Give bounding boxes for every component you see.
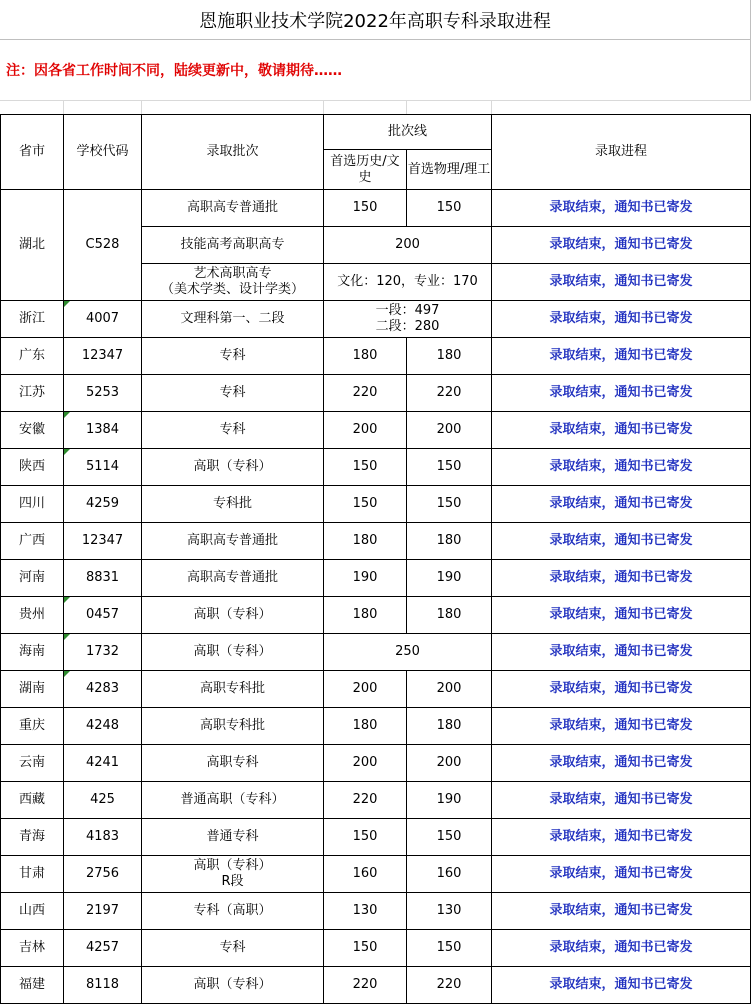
line-1: 一段：497 xyxy=(375,303,440,318)
province-cell: 西藏 xyxy=(1,782,64,819)
batch-cell: 专科 xyxy=(142,930,324,967)
physics-line-cell: 200 xyxy=(407,671,492,708)
admission-table xyxy=(0,114,751,1004)
physics-line-cell: 130 xyxy=(407,893,492,930)
physics-line-cell: 160 xyxy=(407,856,492,893)
batch-cell xyxy=(142,264,324,301)
code-text: 0457 xyxy=(85,607,120,622)
table-row xyxy=(1,375,751,412)
code-cell: 12347 xyxy=(64,523,142,560)
province-cell: 云南 xyxy=(1,745,64,782)
code-cell: 8118 xyxy=(64,967,142,1004)
physics-line-cell: 200 xyxy=(407,412,492,449)
batch-cell: 高职（专科） xyxy=(142,967,324,1004)
province-cell: 河南 xyxy=(1,560,64,597)
code-text: 1384 xyxy=(85,422,120,437)
province-cell: 贵州 xyxy=(1,597,64,634)
status-cell: 录取结束，通知书已寄发 xyxy=(492,634,751,671)
table-row xyxy=(1,560,751,597)
physics-line-cell: 180 xyxy=(407,708,492,745)
history-line-cell: 180 xyxy=(324,708,407,745)
batch-cell: 高职（专科） xyxy=(142,634,324,671)
table-row xyxy=(1,523,751,560)
status-cell: 录取结束，通知书已寄发 xyxy=(492,745,751,782)
history-line-cell: 150 xyxy=(324,449,407,486)
code-cell: 4259 xyxy=(64,486,142,523)
history-line-cell: 150 xyxy=(324,930,407,967)
physics-line-cell: 150 xyxy=(407,190,492,227)
code-cell xyxy=(64,301,142,338)
batch-line-1: 高职（专科） xyxy=(193,858,272,873)
status-cell: 录取结束，通知书已寄发 xyxy=(492,449,751,486)
batch-line-2: R段 xyxy=(221,874,244,889)
history-line-cell: 190 xyxy=(324,560,407,597)
history-line-cell: 150 xyxy=(324,819,407,856)
batch-cell: 普通专科 xyxy=(142,819,324,856)
page-title xyxy=(0,0,751,40)
code-text: 1732 xyxy=(85,644,120,659)
physics-line-cell: 150 xyxy=(407,486,492,523)
status-cell: 录取结束，通知书已寄发 xyxy=(492,190,751,227)
table-row xyxy=(1,486,751,523)
batch-cell: 专科（高职） xyxy=(142,893,324,930)
batch-cell: 专科 xyxy=(142,338,324,375)
batch-cell: 专科 xyxy=(142,375,324,412)
province-cell: 江苏 xyxy=(1,375,64,412)
physics-line-cell: 150 xyxy=(407,819,492,856)
table-row xyxy=(1,782,751,819)
comment-marker xyxy=(64,671,70,677)
code-cell: 425 xyxy=(64,782,142,819)
header-batch: 录取批次 xyxy=(142,115,324,190)
code-text: 5114 xyxy=(85,459,120,474)
batch-cell: 专科批 xyxy=(142,486,324,523)
batch-cell: 专科 xyxy=(142,412,324,449)
history-line-cell: 130 xyxy=(324,893,407,930)
status-cell: 录取结束，通知书已寄发 xyxy=(492,782,751,819)
table-row xyxy=(1,930,751,967)
physics-line-cell: 180 xyxy=(407,523,492,560)
physics-line-cell: 200 xyxy=(407,745,492,782)
header-code: 学校代码 xyxy=(64,115,142,190)
province-cell: 安徽 xyxy=(1,412,64,449)
province-cell: 青海 xyxy=(1,819,64,856)
comment-marker xyxy=(64,634,70,640)
header-line: 批次线 xyxy=(324,115,492,150)
table-row xyxy=(1,190,751,227)
batch-line-1: 艺术高职高专 xyxy=(193,266,272,281)
status-cell: 录取结束，通知书已寄发 xyxy=(492,671,751,708)
physics-line-cell: 150 xyxy=(407,449,492,486)
line-cell: 200 xyxy=(324,227,492,264)
history-line-cell: 150 xyxy=(324,486,407,523)
batch-cell: 高职高专普通批 xyxy=(142,523,324,560)
code-cell: 4257 xyxy=(64,930,142,967)
province-cell: 山西 xyxy=(1,893,64,930)
status-cell: 录取结束，通知书已寄发 xyxy=(492,856,751,893)
history-line-cell: 180 xyxy=(324,523,407,560)
header-province: 省市 xyxy=(1,115,64,190)
code-cell: 8831 xyxy=(64,560,142,597)
spreadsheet-gridlines xyxy=(0,100,751,114)
status-cell: 录取结束，通知书已寄发 xyxy=(492,560,751,597)
province-cell: 重庆 xyxy=(1,708,64,745)
table-row xyxy=(1,819,751,856)
code-cell: 4248 xyxy=(64,708,142,745)
code-cell xyxy=(64,634,142,671)
code-text: 4007 xyxy=(85,311,120,326)
comment-marker xyxy=(64,301,70,307)
table-row xyxy=(1,967,751,1004)
table-row xyxy=(1,412,751,449)
province-cell: 甘肃 xyxy=(1,856,64,893)
province-cell: 吉林 xyxy=(1,930,64,967)
province-cell: 陕西 xyxy=(1,449,64,486)
code-cell: 2756 xyxy=(64,856,142,893)
page-title-text: 恩施职业技术学院2022年高职专科录取进程 xyxy=(199,10,551,32)
status-cell: 录取结束，通知书已寄发 xyxy=(492,338,751,375)
table-row xyxy=(1,597,751,634)
table-row xyxy=(1,301,751,338)
status-cell: 录取结束，通知书已寄发 xyxy=(492,523,751,560)
code-cell xyxy=(64,671,142,708)
table-row xyxy=(1,856,751,893)
line-2: 二段：280 xyxy=(375,319,440,334)
history-line-cell: 200 xyxy=(324,745,407,782)
history-line-cell: 150 xyxy=(324,190,407,227)
table-row xyxy=(1,634,751,671)
status-cell: 录取结束，通知书已寄发 xyxy=(492,819,751,856)
code-cell: 2197 xyxy=(64,893,142,930)
physics-line-cell: 190 xyxy=(407,560,492,597)
batch-cell: 高职（专科） xyxy=(142,597,324,634)
status-cell: 录取结束，通知书已寄发 xyxy=(492,486,751,523)
status-cell: 录取结束，通知书已寄发 xyxy=(492,264,751,301)
status-cell: 录取结束，通知书已寄发 xyxy=(492,708,751,745)
table-row xyxy=(1,671,751,708)
history-line-cell: 220 xyxy=(324,375,407,412)
code-cell xyxy=(64,449,142,486)
province-cell: 海南 xyxy=(1,634,64,671)
header-physics: 首选物理/理工 xyxy=(407,150,492,190)
status-cell: 录取结束，通知书已寄发 xyxy=(492,597,751,634)
code-cell xyxy=(64,597,142,634)
batch-cell: 文理科第一、二段 xyxy=(142,301,324,338)
code-cell: 4241 xyxy=(64,745,142,782)
table-row xyxy=(1,338,751,375)
comment-marker xyxy=(64,449,70,455)
header-history: 首选历史/文史 xyxy=(324,150,407,190)
province-cell: 湖南 xyxy=(1,671,64,708)
history-line-cell: 200 xyxy=(324,412,407,449)
batch-cell xyxy=(142,856,324,893)
code-cell: C528 xyxy=(64,190,142,301)
history-line-cell: 220 xyxy=(324,782,407,819)
physics-line-cell: 180 xyxy=(407,597,492,634)
province-cell: 浙江 xyxy=(1,301,64,338)
comment-marker xyxy=(64,412,70,418)
comment-marker xyxy=(64,597,70,603)
batch-cell: 高职高专普通批 xyxy=(142,560,324,597)
code-cell xyxy=(64,412,142,449)
history-line-cell: 220 xyxy=(324,967,407,1004)
table-row xyxy=(1,745,751,782)
header-progress: 录取进程 xyxy=(492,115,751,190)
code-cell: 5253 xyxy=(64,375,142,412)
physics-line-cell: 220 xyxy=(407,967,492,1004)
physics-line-cell: 150 xyxy=(407,930,492,967)
line-cell: 文化：120，专业：170 xyxy=(324,264,492,301)
physics-line-cell: 180 xyxy=(407,338,492,375)
status-cell: 录取结束，通知书已寄发 xyxy=(492,375,751,412)
status-cell: 录取结束，通知书已寄发 xyxy=(492,967,751,1004)
batch-cell: 普通高职（专科） xyxy=(142,782,324,819)
province-cell: 四川 xyxy=(1,486,64,523)
batch-line-2: （美术学类、设计学类） xyxy=(160,282,304,297)
status-cell: 录取结束，通知书已寄发 xyxy=(492,930,751,967)
batch-cell: 高职（专科） xyxy=(142,449,324,486)
header-row xyxy=(1,115,751,150)
province-cell: 湖北 xyxy=(1,190,64,301)
status-cell: 录取结束，通知书已寄发 xyxy=(492,412,751,449)
province-cell: 广东 xyxy=(1,338,64,375)
code-text: 4283 xyxy=(85,681,120,696)
batch-cell: 高职专科 xyxy=(142,745,324,782)
province-cell: 福建 xyxy=(1,967,64,1004)
notice-bar xyxy=(0,40,751,100)
line-cell: 250 xyxy=(324,634,492,671)
history-line-cell: 180 xyxy=(324,597,407,634)
batch-cell: 技能高考高职高专 xyxy=(142,227,324,264)
batch-cell: 高职专科批 xyxy=(142,671,324,708)
table-row xyxy=(1,708,751,745)
history-line-cell: 160 xyxy=(324,856,407,893)
batch-cell: 高职高专普通批 xyxy=(142,190,324,227)
history-line-cell: 200 xyxy=(324,671,407,708)
status-cell: 录取结束，通知书已寄发 xyxy=(492,893,751,930)
physics-line-cell: 220 xyxy=(407,375,492,412)
code-cell: 4183 xyxy=(64,819,142,856)
status-cell: 录取结束，通知书已寄发 xyxy=(492,227,751,264)
batch-cell: 高职专科批 xyxy=(142,708,324,745)
notice-text: 注：因各省工作时间不同，陆续更新中，敬请期待…… xyxy=(6,63,342,79)
province-cell: 广西 xyxy=(1,523,64,560)
status-cell: 录取结束，通知书已寄发 xyxy=(492,301,751,338)
history-line-cell: 180 xyxy=(324,338,407,375)
physics-line-cell: 190 xyxy=(407,782,492,819)
code-cell: 12347 xyxy=(64,338,142,375)
line-cell xyxy=(324,301,492,338)
table-row xyxy=(1,449,751,486)
table-row xyxy=(1,893,751,930)
